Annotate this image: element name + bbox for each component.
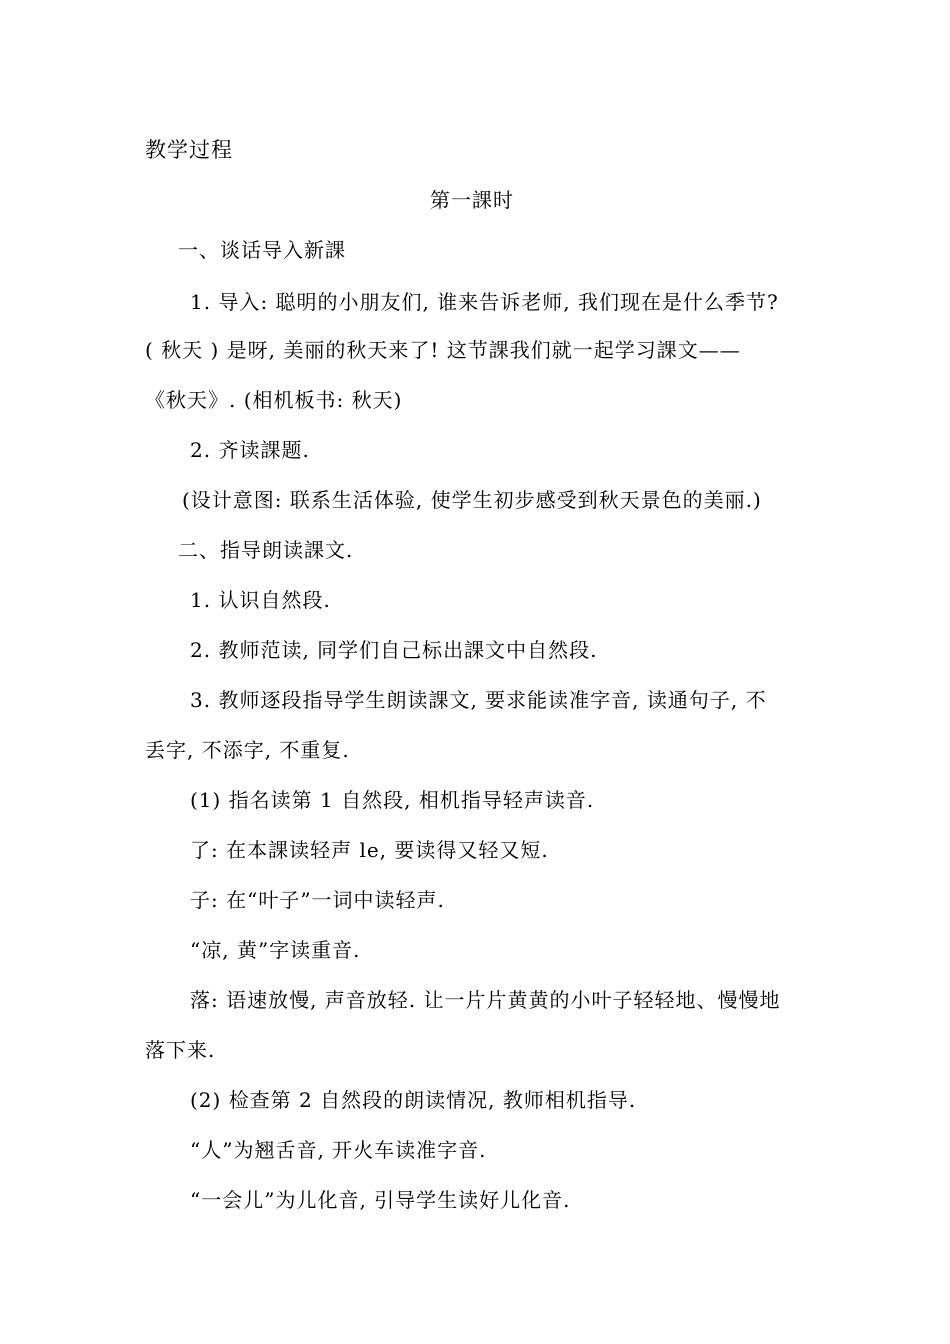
- part2-sub2-erhua: “一会儿”为儿化音, 引导学生读好儿化音.: [190, 1188, 571, 1212]
- part1-item1-line2: ( 秋天 ) 是呀, 美丽的秋天来了! 这节課我们就一起学习課文——: [145, 338, 741, 362]
- part1-item1-line1: 1. 导入: 聪明的小朋友们, 谁来告诉老师, 我们现在是什么季节?: [190, 290, 779, 314]
- part2-item3-line2: 丢字, 不添字, 不重复.: [145, 738, 350, 762]
- part2-sub1-luo-line1: 落: 语速放慢, 声音放轻. 让一片片黄黄的小叶子轻轻地、慢慢地: [190, 988, 781, 1012]
- part2-item3-line1: 3. 教师逐段指导学生朗读課文, 要求能读准字音, 读通句子, 不: [190, 688, 767, 712]
- part1-design-note: (设计意图: 联系生活体验, 使学生初步感受到秋天景色的美丽.): [182, 488, 762, 512]
- part1-item2: 2. 齐读課题.: [190, 438, 310, 462]
- part2-sub1: (1) 指名读第 1 自然段, 相机指导轻声读音.: [190, 788, 595, 812]
- part1-heading: 一、谈话导入新課: [178, 238, 346, 262]
- part2-heading: 二、指导朗读課文.: [178, 538, 354, 562]
- part2-sub1-le: 了: 在本課读轻声 le, 要读得又轻又短.: [190, 838, 549, 862]
- part2-sub1-zi: 子: 在“叶子”一词中读轻声.: [190, 888, 445, 912]
- part2-item1: 1. 认识自然段.: [190, 588, 331, 612]
- part2-sub1-stress: “凉, 黄”字读重音.: [190, 938, 361, 962]
- part2-sub1-luo-line2: 落下来.: [145, 1038, 216, 1062]
- part2-sub2-ren: “人”为翘舌音, 开火车读准字音.: [190, 1138, 487, 1162]
- section-title: 教学过程: [145, 138, 233, 162]
- part1-item1-line3: 《秋天》. (相机板书: 秋天): [145, 388, 403, 412]
- lesson-title: 第一課时: [430, 188, 514, 212]
- part2-sub2: (2) 检查第 2 自然段的朗读情况, 教师相机指导.: [190, 1088, 637, 1112]
- part2-item2: 2. 教师范读, 同学们自己标出課文中自然段.: [190, 638, 598, 662]
